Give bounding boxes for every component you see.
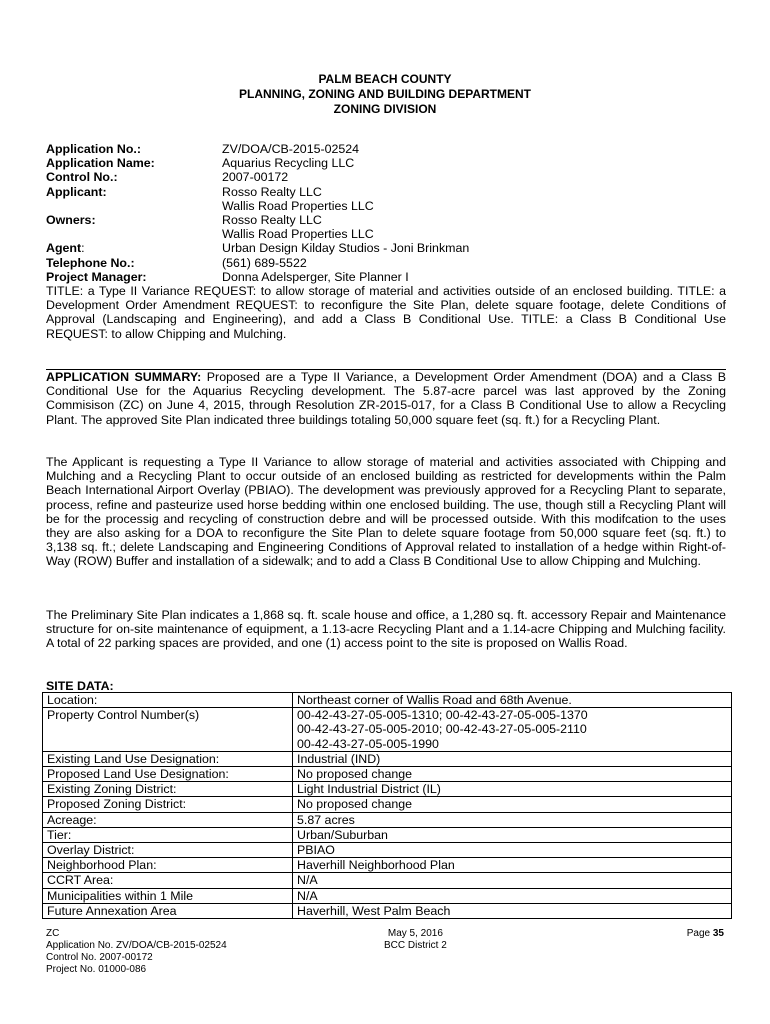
- header-division: ZONING DIVISION: [333, 102, 437, 116]
- field-row: [46, 256, 726, 270]
- site-data-value: 5.87 acres: [293, 812, 732, 827]
- table-row: [43, 873, 732, 888]
- field-row: [46, 156, 726, 170]
- site-data-label: Acreage:: [43, 812, 293, 827]
- site-data-value: Haverhill, West Palm Beach: [293, 903, 732, 918]
- field-row: [46, 213, 726, 241]
- field-label: Applicant:: [46, 184, 107, 199]
- site-data-value: N/A: [293, 888, 732, 903]
- table-row: [43, 812, 732, 827]
- field-value: Wallis Road Properties LLC: [222, 198, 374, 213]
- footer-line: Project No. 01000-086: [46, 964, 147, 975]
- field-label: Control No.:: [46, 170, 118, 185]
- field-value: (561) 689-5522: [222, 255, 307, 270]
- table-row: [43, 888, 732, 903]
- footer-line: Application No. ZV/DOA/CB-2015-02524: [46, 940, 227, 951]
- site-data-value: No proposed change: [293, 767, 732, 782]
- footer-page: [687, 928, 724, 940]
- field-row: [46, 270, 726, 284]
- site-data-label: Overlay District:: [43, 843, 293, 858]
- field-value: Donna Adelsperger, Site Planner I: [222, 269, 409, 284]
- field-label: Owners:: [46, 213, 96, 228]
- page-number: 35: [712, 928, 724, 939]
- site-data-label: Proposed Zoning District:: [43, 797, 293, 812]
- document-header: [0, 72, 770, 117]
- site-data-label: Existing Land Use Designation:: [43, 751, 293, 766]
- field-row: [46, 170, 726, 184]
- application-fields: [46, 142, 726, 284]
- site-data-value: Light Industrial District (IL): [293, 782, 732, 797]
- footer-middle: [384, 928, 447, 952]
- table-row: [43, 708, 732, 752]
- site-data-label: Existing Zoning District:: [43, 782, 293, 797]
- site-data-value: PBIAO: [293, 843, 732, 858]
- request-paragraph: The Applicant is requesting a Type II Variance to allow storage of material and activities associated with Chipping and Mulching and a Recycling Plant to occur outside of an enclosed building as restricted for developments within the Palm Beach International Airport Overlay (PBIAO). The development was previously approved for a Recycling Plant to separate, process, refine and pasteurize used horse bedding within one enclosed building. The use, though still a Recycling Plant will be for the processig and recycling of construction debre and will be processed outside. With this modifcation to the uses they are also asking for a DOA to reconfigure the Site Plan to delete square footage from 50,000 square feet (sq. ft.) to 3,138 sq. ft.; delete Landscaping and Engineering Conditions of Approval related to installation of a hedge within Right-of-Way (ROW) Buffer and installation of a sidewalk; and to add a Class B Conditional Use to allow Chipping and Mulching.: [46, 455, 726, 569]
- site-data-value: N/A: [293, 873, 732, 888]
- field-label: Telephone No.:: [46, 255, 135, 270]
- site-data-label: Property Control Number(s): [43, 708, 293, 752]
- field-label: Project Manager:: [46, 269, 147, 284]
- site-data-heading: SITE DATA:: [46, 679, 114, 693]
- table-row: [43, 903, 732, 918]
- site-data-label: Tier:: [43, 827, 293, 842]
- footer-line: May 5, 2016: [387, 928, 443, 939]
- footer-left: [46, 928, 227, 976]
- page-label: Page: [686, 928, 713, 939]
- field-value: Wallis Road Properties LLC: [222, 227, 374, 242]
- table-row: [43, 751, 732, 766]
- site-data-label: CCRT Area:: [43, 873, 293, 888]
- site-data-value: Industrial (IND): [293, 751, 732, 766]
- footer-line: Control No. 2007-00172: [46, 952, 153, 963]
- header-department: PLANNING, ZONING AND BUILDING DEPARTMENT: [239, 87, 531, 101]
- field-value: Aquarius Recycling LLC: [222, 156, 355, 171]
- table-row: [43, 797, 732, 812]
- field-value: Urban Design Kilday Studios - Joni Brinkman: [222, 241, 470, 256]
- field-row: [46, 241, 726, 255]
- field-label: Application No.:: [46, 142, 141, 156]
- field-label: Agent:: [46, 241, 85, 256]
- table-row: [43, 782, 732, 797]
- application-summary: [46, 370, 726, 427]
- site-data-label: Municipalities within 1 Mile: [43, 888, 293, 903]
- site-data-value: Haverhill Neighborhood Plan: [293, 858, 732, 873]
- field-label: Application Name:: [46, 156, 155, 171]
- site-data-value: No proposed change: [293, 797, 732, 812]
- field-value: Rosso Realty LLC: [222, 184, 322, 199]
- table-row: [43, 767, 732, 782]
- footer-line: ZC: [46, 928, 60, 939]
- site-data-value: Northeast corner of Wallis Road and 68th Avenue.: [293, 693, 732, 708]
- table-row: [43, 827, 732, 842]
- field-row: [46, 185, 726, 213]
- field-value: 2007-00172: [222, 170, 289, 185]
- table-row: [43, 858, 732, 873]
- header-county: PALM BEACH COUNTY: [318, 72, 452, 86]
- site-data-label: Future Annexation Area: [43, 903, 293, 918]
- table-row: [43, 693, 732, 708]
- field-value: Rosso Realty LLC: [222, 213, 322, 228]
- summary-text: Proposed are a Type II Variance, a Development Order Amendment (DOA) and a Class B Conditional Use for the Aquarius Recycling development. The 5.87-acre parcel was last approved by the Zoning Commisison (ZC) on June 4, 2015, through Resolution ZR-2015-017, for a Class B Conditional Use to allow a Recycling Plant. The approved Site Plan indicated three buildings totaling 50,000 square feet (sq. ft.) for a Recycling Plant.: [46, 370, 726, 427]
- summary-heading: APPLICATION SUMMARY:: [46, 370, 202, 384]
- title-request-text: TITLE: a Type II Variance REQUEST: to allow storage of material and activities outside of an enclosed building. TITLE: a Development Order Amendment REQUEST: to reconfigure the Site Plan, delete square footage, delete Conditions of Approval (Landscaping and Engineering), and add a Class B Conditional Use. TITLE: a Class B Conditional Use REQUEST: to allow Chipping and Mulching.: [46, 284, 726, 341]
- field-row: [46, 142, 726, 156]
- field-value: ZV/DOA/CB-2015-02524: [222, 142, 360, 156]
- site-data-label: Location:: [43, 693, 293, 708]
- site-data-value: Urban/Suburban: [293, 827, 732, 842]
- footer-line: BCC District 2: [384, 940, 447, 951]
- site-plan-paragraph: The Preliminary Site Plan indicates a 1,868 sq. ft. scale house and office, a 1,280 sq. ft. accessory Repair and Maintenance structure for on-site maintenance of equipment, a 1.13-acre Recycling Plant and a 1.14-acre Chipping and Mulching facility. A total of 22 parking spaces are provided, and one (1) access point to the site is proposed on Wallis Road.: [46, 608, 726, 651]
- site-data-value: 00-42-43-27-05-005-1310; 00-42-43-27-05-005-1370 00-42-43-27-05-005-2010; 00-42-43-27-05-005-2110 00-42-43-27-05-005-1990: [293, 708, 732, 752]
- site-data-label: Neighborhood Plan:: [43, 858, 293, 873]
- site-data-label: Proposed Land Use Designation:: [43, 767, 293, 782]
- table-row: [43, 843, 732, 858]
- site-data-table: [42, 692, 732, 919]
